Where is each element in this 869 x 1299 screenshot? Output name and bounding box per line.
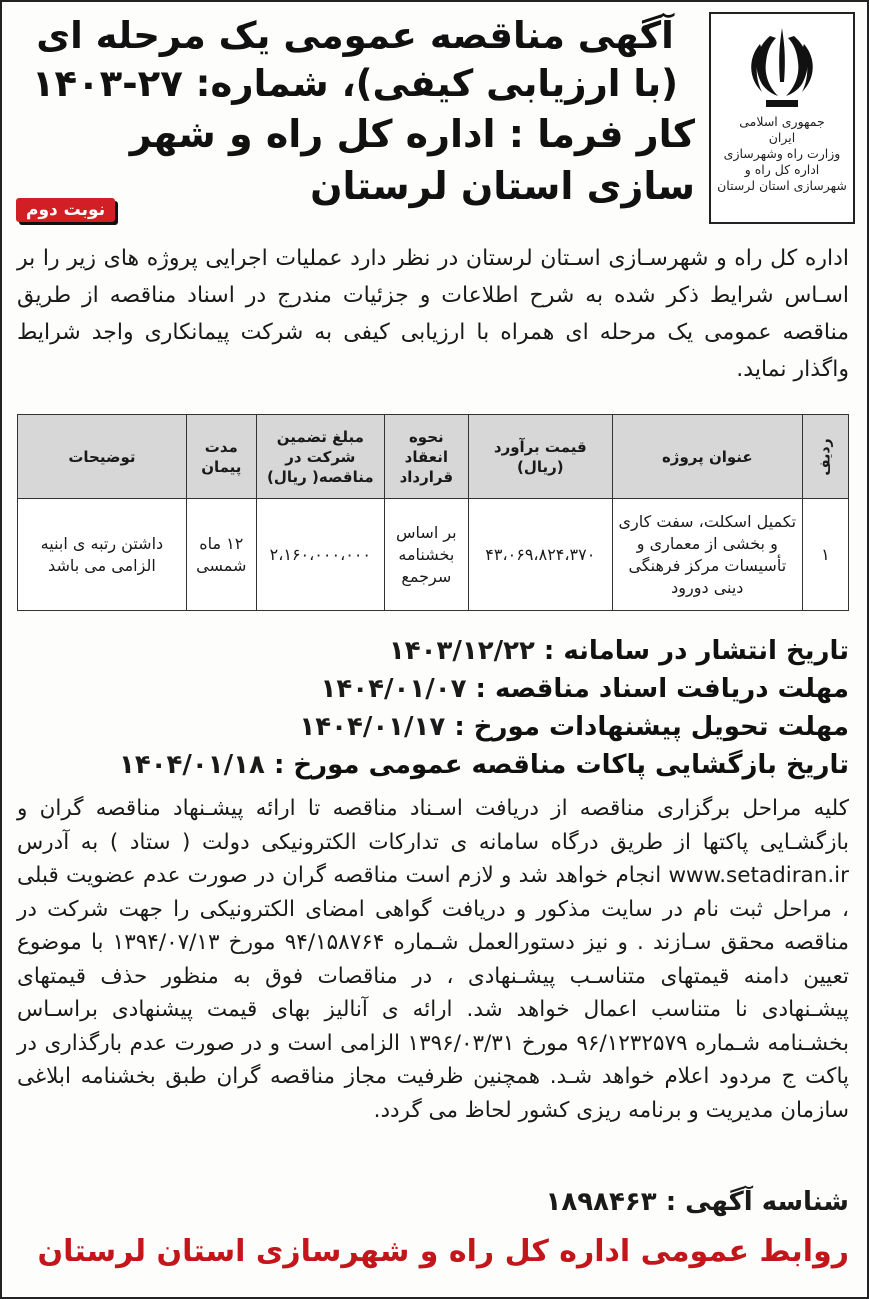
- cell-contract: بر اساس بخشنامه سرجمع: [384, 499, 468, 611]
- col-header-notes: توضیحات: [18, 415, 187, 499]
- col-header-price: قیمت برآورد (ریال): [468, 415, 612, 499]
- cell-notes: داشتن رتبه ی ابنیه الزامی می باشد: [18, 499, 187, 611]
- conditions-paragraph: کلیه مراحل برگزاری مناقصه از دریافت اسـناد مناقصه تا ارائه پیشـنهاد مناقصه گران و بازگشـایی پاکتها از طریق درگاه سامانه ی تدارکات الکترونیکی دولت ( ستاد ) به آدرس www.setadiran.ir انجام خواهد شد و لازم است مناقصه گران در صورت عدم عضویت قبلی ، مراحل ثبت نام در سایت مذکور و دریافت گواهی امضای الکترونیکی را جهت شرکت در مناقصه محقق سـازند . و نیز دستورالعمل شـماره ۹۴/۱۵۸۷۶۴ مورخ ۱۳۹۴/۰۷/۱۳ با موضوع تعیین دامنه قیمتهای متناسـب پیشـنهادی ، در مناقصات فوق به منظور حذف قیمتهای پیشـنهادی نا متناسب اعمال خواهد شد. ارائه ی آنالیز بهای قیمت پیشنهادی براسـاس بخشـنامه شـماره ۹۶/۱۲۳۲۵۷۹ مورخ ۱۳۹۶/۰۳/۳۱ الزامی است و در صورت عدم بارگذاری در پاکت ج مردود اعلام خواهد شـد. همچنین ظرفیت مجاز مناقصه گران طبق بخشنامه ابلاغی سازمان مدیریت و برنامه ریزی کشور لحاظ می گردد.: [17, 796, 849, 1123]
- emblem-text: شهرسازی استان لرستان: [717, 178, 847, 193]
- ad-id-value: ۱۸۹۸۴۶۳: [545, 1187, 657, 1217]
- date-value: ۱۴۰۴/۰۱/۱۷: [299, 712, 446, 742]
- projects-table: [17, 414, 849, 611]
- date-label: مهلت دریافت اسناد مناقصه :: [475, 674, 849, 704]
- emblem-text: وزارت راه وشهرسازی: [723, 146, 841, 161]
- notice-title-block: [15, 12, 695, 212]
- emblem-text: جمهوری اسلامی: [739, 114, 825, 129]
- table-row: [18, 499, 849, 611]
- public-relations-footer: روابط عمومی اداره کل راه و شهرسازی استان لرستان: [37, 1234, 849, 1269]
- date-label: مهلت تحویل پیشنهادات مورخ :: [454, 712, 849, 742]
- cell-title: تکمیل اسکلت، سفت کاری و بخشی از معماری و تأسیسات مرکز فرهنگی دینی دورود: [612, 499, 802, 611]
- date-value: ۱۴۰۳/۱۲/۲۲: [388, 636, 535, 666]
- emblem-text: ایران: [768, 130, 796, 145]
- col-header-duration: مدت پیمان: [186, 415, 256, 499]
- dates-block: [17, 632, 849, 784]
- employer-line: کار فرما : اداره کل راه و شهر سازی استان لرستان: [129, 112, 695, 208]
- date-value: ۱۴۰۴/۰۱/۱۸: [118, 750, 265, 780]
- cell-price: ۴۳،۰۶۹،۸۲۴،۳۷۰: [468, 499, 612, 611]
- col-header-row: ردیف: [802, 415, 848, 499]
- date-publish: [17, 632, 849, 670]
- ad-id-label: شناسه آگهی :: [665, 1187, 849, 1217]
- date-label: تاریخ انتشار در سامانه :: [543, 636, 849, 666]
- table-header-row: [18, 415, 849, 499]
- date-opening: [17, 746, 849, 784]
- date-documents-deadline: [17, 670, 849, 708]
- notice-title: آگهی مناقصه عمومی یک مرحله ای: [36, 14, 674, 57]
- iran-emblem-icon: [740, 22, 824, 114]
- emblem-text: اداره کل راه و: [744, 162, 820, 177]
- cell-duration: ۱۲ ماه شمسی: [186, 499, 256, 611]
- round-badge: نوبت دوم: [16, 198, 115, 222]
- col-header-guarantee: مبلغ تضمین شرکت در مناقصه( ریال): [256, 415, 384, 499]
- ad-identifier: [546, 1182, 849, 1222]
- cell-guarantee: ۲،۱۶۰،۰۰۰،۰۰۰: [256, 499, 384, 611]
- emblem-box: [709, 12, 855, 224]
- cell-row: ۱: [802, 499, 848, 611]
- notice-number: (با ارزیابی کیفی)، شماره: ۲۷-۱۴۰۳: [31, 62, 679, 105]
- col-header-title: عنوان پروژه: [612, 415, 802, 499]
- date-value: ۱۴۰۴/۰۱/۰۷: [320, 674, 467, 704]
- col-header-contract: نحوه انعقاد قرارداد: [384, 415, 468, 499]
- intro-paragraph: اداره کل راه و شهرسـازی اسـتان لرستان در نظر دارد عملیات اجرایی پروژه های زیر را بر اسـاس شرایط ذکر شده به شرح اطلاعات و جزئیات مندرج در اسناد مناقصه از طریق مناقصه عمومی یک مرحله ای همراه با ارزیابی کیفی به شرکت پیمانکاری واجد شرایط واگذار نماید.: [17, 246, 849, 382]
- date-submission-deadline: [17, 708, 849, 746]
- date-label: تاریخ بازگشایی پاکات مناقصه عمومی مورخ :: [273, 750, 849, 780]
